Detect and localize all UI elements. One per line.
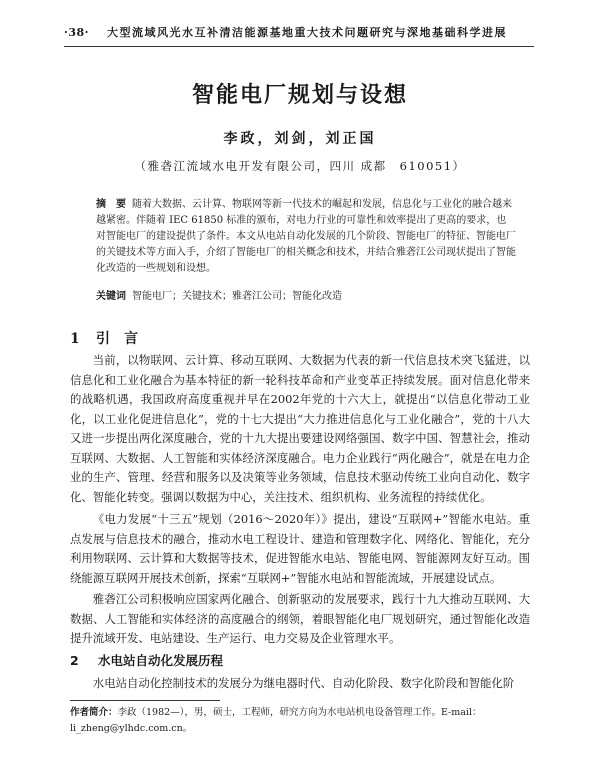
page-number: ·38· <box>64 26 89 39</box>
running-header <box>64 24 534 46</box>
footnote-text: 李政（1982—），男，硕士，工程师，研究方向为水电站机电设备管理工作。E-mail：li_zheng@ylhdc.com.cn。 <box>70 707 482 734</box>
section-1-title: 引 言 <box>96 331 138 347</box>
keywords <box>96 289 516 305</box>
header-rule <box>64 46 534 47</box>
article-authors: 李政，刘剑，刘正国 <box>223 131 377 147</box>
article-title: 智能电厂规划与设想 <box>191 83 408 108</box>
abstract-text: 随着大数据、云计算、物联网等新一代技术的崛起和发展，信息化与工业化的融合越来越紧密。伴随着 IEC 61850 标准的颁布，对电力行业的可靠性和效率提出了更高的要求，也对智能电厂的建设提供了条件。本文从电站自动化发展的几个阶段、智能电厂的特征、智能电厂的关键技术等方面入手，介绍了智能电厂的相关概念和技术，并结合雅砻江公司现状提出了智能化改造的一些规划和设想。 <box>96 199 516 274</box>
section-2-heading <box>70 651 223 669</box>
section-2-number: 2 <box>70 653 79 668</box>
author-footnote <box>70 705 530 737</box>
section-1-paragraph-2: 《电力发展“十三五”规划（2016～2020年）》提出，建设“互联网+”智能水电站。重点发展与信息技术的融合，推动水电工程设计、建造和管理数字化、网络化、智能化，充分利用物联网、云计算和大数据等技术，促进智能水电站、智能电网、智能源网友好互动。围绕能源互联网开展技术创新，探索“互联网+”智能水电站和智能流域，开展建设试点。 <box>70 512 530 585</box>
section-2-paragraph: 水电站自动化控制技术的发展分为继电器时代、自动化阶段、数字化阶段和智能化阶 <box>92 676 515 690</box>
section-1-paragraph-1: 当前，以物联网、云计算、移动互联网、大数据为代表的新一代信息技术突飞猛进，以信息化和工业化融合为基本特征的新一轮科技革命和产业变革正持续发展。面对信息化带来的战略机遇，我国政府高度重视并早在2002年党的十六大上，就提出“以信息化带动工业化，以工业化促进信息化”，党的十七大提出“大力推进信息化与工业化融合”，党的十八大又进一步提出两化深度融合，党的十九大提出要建设网络强国、数字中国、智慧社会，推动互联网、大数据、人工智能和实体经济深度融合。电力企业践行“两化融合”，就是在电力企业的生产、管理、经营和服务以及决策等业务领域，信息技术驱动传统工业向自动化、数字化、智能化转变。强调以数据为中心，关注技术、组织机构、业务流程的持续优化。 <box>70 353 530 504</box>
journal-title: 大型流域风光水互补清洁能源基地重大技术问题研究与深地基础科学进展 <box>106 26 507 39</box>
footnote-rule <box>70 700 220 701</box>
author-affiliation: （雅砻江流域水电开发有限公司，四川 成都 610051） <box>134 159 466 173</box>
keywords-label: 关键词 <box>96 291 126 302</box>
section-1-paragraph-3: 雅砻江公司积极响应国家两化融合、创新驱动的发展要求，践行十九大推动互联网、大数据、人工智能和实体经济的高度融合的纲领，着眼智能化电厂规划研究，通过智能化改造提升流域开发、电站建设、生产运行、电力交易及企业管理水平。 <box>70 592 530 645</box>
section-2-title: 水电站自动化发展历程 <box>98 653 224 668</box>
keywords-text: 智能电厂；关键技术；雅砻江公司；智能化改造 <box>132 291 342 302</box>
footnote-label: 作者简介： <box>70 707 118 718</box>
section-1-heading <box>70 328 138 348</box>
abstract-label: 摘 要 <box>96 199 126 210</box>
section-1-number: 1 <box>70 331 80 347</box>
abstract <box>96 197 516 277</box>
